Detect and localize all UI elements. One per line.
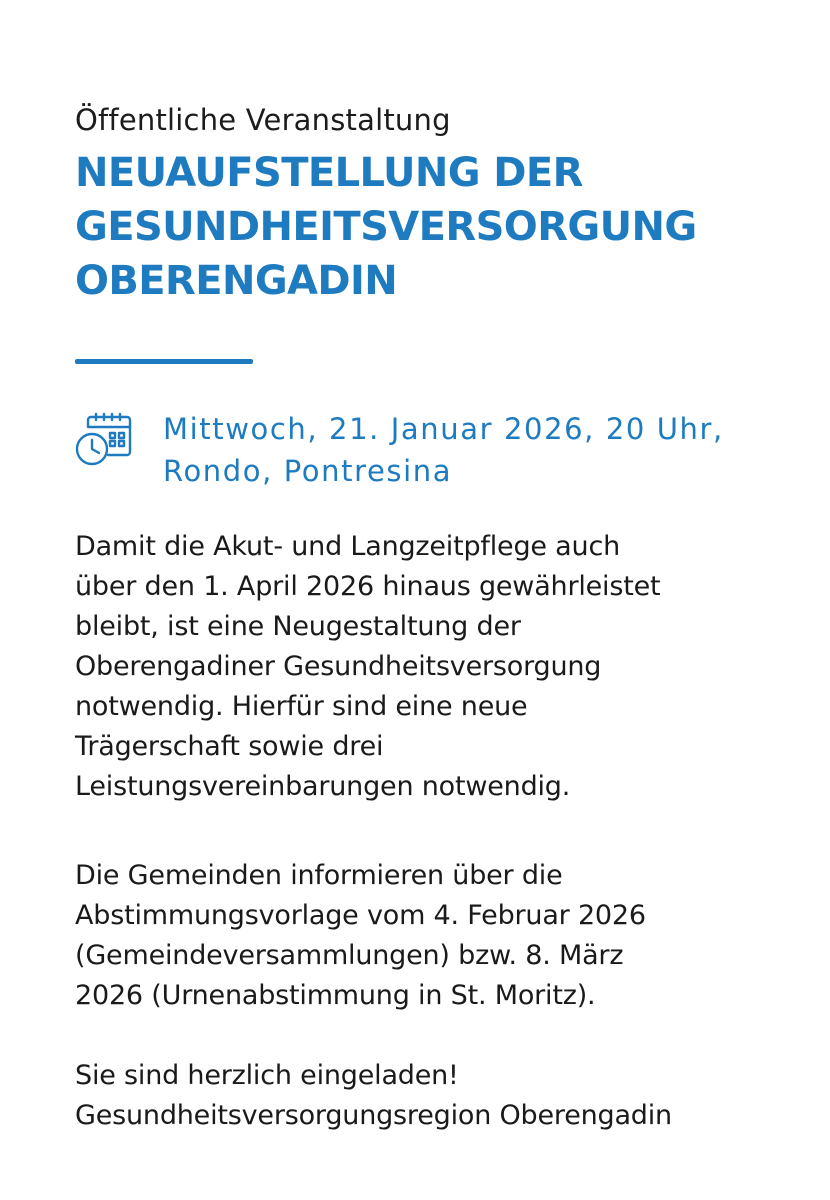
text-line: 2026 (Urnenabstimmung in St. Moritz). bbox=[75, 980, 596, 1011]
title-divider bbox=[75, 359, 253, 364]
title-line: OBERENGADIN bbox=[75, 258, 398, 304]
text-line: Damit die Akut- und Langzeitpflege auch bbox=[75, 531, 621, 562]
organizer-name: Gesundheitsversorgungsregion Oberengadin bbox=[75, 1100, 672, 1131]
text-line: Die Gemeinden informieren über die bbox=[75, 860, 563, 891]
text-line: notwendig. Hierfür sind eine neue bbox=[75, 691, 528, 722]
event-kicker: Öffentliche Veranstaltung bbox=[75, 103, 451, 137]
text-line: Oberengadiner Gesundheitsversorgung bbox=[75, 651, 602, 682]
event-location: Rondo, Pontresina bbox=[163, 454, 453, 488]
text-line: Trägerschaft sowie drei bbox=[75, 731, 384, 762]
text-line: Leistungsvereinbarungen notwendig. bbox=[75, 771, 571, 802]
calendar-clock-icon bbox=[74, 412, 134, 470]
page-title bbox=[75, 146, 795, 308]
text-line: Abstimmungsvorlage vom 4. Februar 2026 bbox=[75, 900, 646, 931]
text-line: über den 1. April 2026 hinaus gewährleistet bbox=[75, 571, 661, 602]
invitation-line: Sie sind herzlich eingeladen! bbox=[75, 1060, 459, 1091]
title-line: GESUNDHEITSVERSORGUNG bbox=[75, 204, 697, 250]
text-line: bleibt, ist eine Neugestaltung der bbox=[75, 611, 521, 642]
info-paragraph bbox=[75, 856, 795, 1016]
closing-paragraph bbox=[75, 1056, 795, 1136]
title-line: NEUAUFSTELLUNG DER bbox=[75, 150, 583, 196]
text-line: (Gemeindeversammlungen) bzw. 8. März bbox=[75, 940, 624, 971]
event-date-time: Mittwoch, 21. Januar 2026, 20 Uhr, bbox=[163, 412, 724, 446]
intro-paragraph bbox=[75, 527, 795, 807]
event-details bbox=[163, 408, 803, 492]
